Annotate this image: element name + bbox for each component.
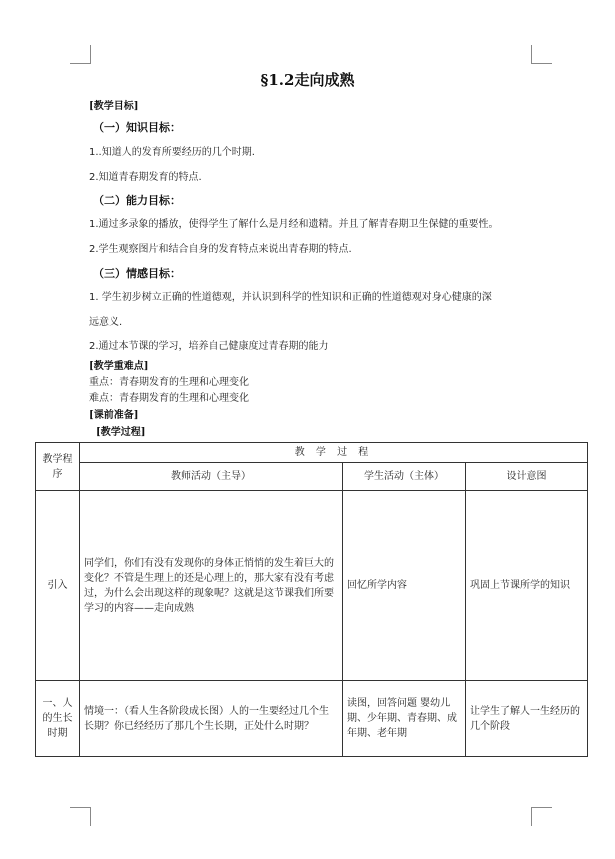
header-process: 教 学 过 程 bbox=[80, 443, 588, 463]
teacher-activity-cell: 情境一：（看人生各阶段成长图）人的一生要经过几个生长期？你已经经历了那几个生长期，正处什么时期？ bbox=[80, 681, 343, 757]
ability-item-2: 2.学生观察图片和结合自身的发育特点来说出青春期的特点. bbox=[89, 244, 352, 255]
difficult-point: 难点：青春期发育的生理和心理变化 bbox=[89, 393, 249, 404]
emotion-item-1-cont: 远意义. bbox=[89, 317, 123, 328]
preparation-heading: [课前准备] bbox=[89, 410, 139, 421]
ability-heading: （二）能力目标： bbox=[93, 194, 181, 207]
emotion-item-1: 1. 学生初步树立正确的性道德观，并认识到科学的性知识和正确的性道德观对身心健康的深 bbox=[89, 292, 492, 303]
crop-mark-top-right bbox=[531, 45, 552, 64]
process-heading: [教学过程] bbox=[96, 427, 146, 438]
header-design: 设计意图 bbox=[466, 463, 588, 491]
page-title: §1.2走向成熟 bbox=[260, 71, 355, 89]
emotion-heading: （三）情感目标： bbox=[93, 267, 181, 280]
student-activity-cell: 回忆所学内容 bbox=[343, 491, 466, 681]
emotion-item-2: 2.通过本节课的学习，培养自己健康度过青春期的能力 bbox=[89, 341, 329, 352]
table-row bbox=[36, 491, 588, 681]
knowledge-item-1: 1..知道人的发育所要经历的几个时期. bbox=[89, 147, 255, 158]
knowledge-item-2: 2.知道青春期发育的特点. bbox=[89, 172, 202, 183]
ability-item-1: 1.通过多录象的播放，使得学生了解什么是月经和遗精。并且了解青春期卫生保健的重要性。 bbox=[89, 219, 499, 230]
student-activity-cell: 读图，回答问题 婴幼儿期、少年期、青春期、成年期、老年期 bbox=[343, 681, 466, 757]
objectives-heading: [教学目标] bbox=[89, 101, 139, 112]
header-student: 学生活动（主体） bbox=[343, 463, 466, 491]
crop-mark-bottom-left bbox=[70, 807, 91, 826]
design-intent-cell: 巩固上节课所学的知识 bbox=[466, 491, 588, 681]
crop-mark-top-left bbox=[70, 45, 91, 64]
teacher-activity-cell: 同学们，你们有没有发现你的身体正悄悄的发生着巨大的变化？不管是生理上的还是心理上的，那大家有没有考虑过，为什么会出现这样的现象呢？这就是这节课我们所要学习的内容——走向成熟 bbox=[80, 491, 343, 681]
stage-cell: 一、人的生长时期 bbox=[36, 681, 80, 757]
design-intent-cell: 让学生了解人一生经历的几个阶段 bbox=[466, 681, 588, 757]
header-teacher: 教师活动（主导） bbox=[80, 463, 343, 491]
key-point: 重点：青春期发育的生理和心理变化 bbox=[89, 377, 249, 388]
stage-cell: 引入 bbox=[36, 491, 80, 681]
crop-mark-bottom-right bbox=[531, 807, 552, 826]
header-program: 教学程序 bbox=[36, 443, 80, 491]
knowledge-heading: （一）知识目标： bbox=[93, 121, 181, 134]
key-points-heading: [教学重难点] bbox=[89, 361, 149, 372]
table-row bbox=[36, 681, 588, 757]
teaching-process-table bbox=[35, 442, 588, 757]
